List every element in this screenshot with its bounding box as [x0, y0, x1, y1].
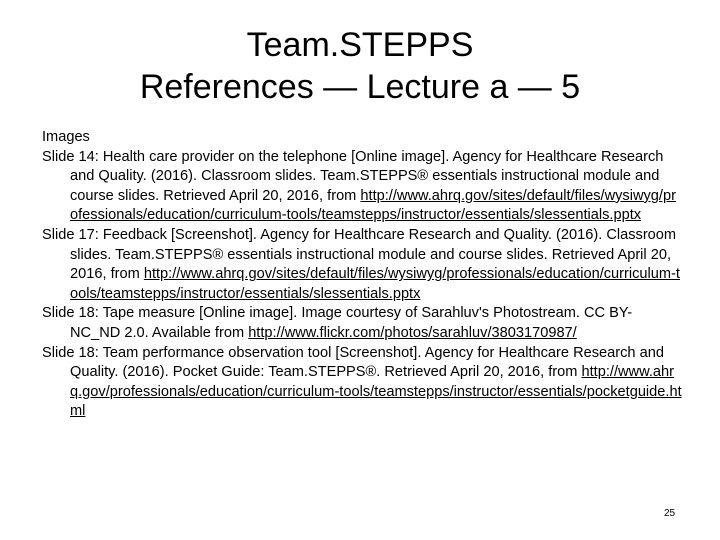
reference-item [42, 226, 682, 304]
slide-title-line-1: Team.STEPPS [246, 26, 474, 64]
references-body [42, 128, 682, 422]
slide-title-line-2: References — Lecture a — 5 [139, 68, 581, 106]
slide-title [0, 24, 720, 108]
reference-link[interactable]: http://www.ahrq.gov/sites/default/files/wysiwyg/professionals/education/curriculum-tools/teamstepps/instructor/essentials/slessentials.pptx [70, 187, 676, 224]
reference-link[interactable]: http://www.ahrq.gov/sites/default/files/wysiwyg/professionals/education/curriculum-tools/teamstepps/instructor/essentials/slessentials.pptx [70, 266, 680, 302]
reference-item [42, 148, 682, 226]
reference-text: Slide 18: Team performance observation tool [Screenshot]. Agency for Healthcare Research and Quality. (2016). Pocket Guide: Team.STEPPS®. Retrieved April 20, 2016, from [42, 344, 664, 381]
page-number: 25 [664, 508, 676, 519]
reference-item [42, 344, 682, 422]
reference-text: Slide 17: Feedback [Screenshot]. Agency for Healthcare Research and Quality. (2016). Classroom slides. Team.STEPPS® essentials instructional module and course slides. Retrieved April 20, 2016, from [42, 226, 677, 283]
reference-item [42, 304, 682, 343]
images-heading: Images [42, 129, 90, 145]
reference-link[interactable]: http://www.flickr.com/photos/sarahluv/3803170987/ [248, 324, 577, 341]
reference-text: Slide 14: Health care provider on the telephone [Online image]. Agency for Healthcare Research and Quality. (2016). Classroom slides. Team.STEPPS® essentials instructional module and course slides. Retrieved April 20, 2016, from [42, 148, 664, 204]
reference-link[interactable]: http://www.ahrq.gov/professionals/education/curriculum-tools/teamstepps/instructor/essentials/pocketguide.html [70, 364, 682, 420]
reference-text: Slide 18: Tape measure [Online image]. Image courtesy of Sarahluv's Photostream. CC BY-NC_ND 2.0. Available from [42, 305, 633, 341]
